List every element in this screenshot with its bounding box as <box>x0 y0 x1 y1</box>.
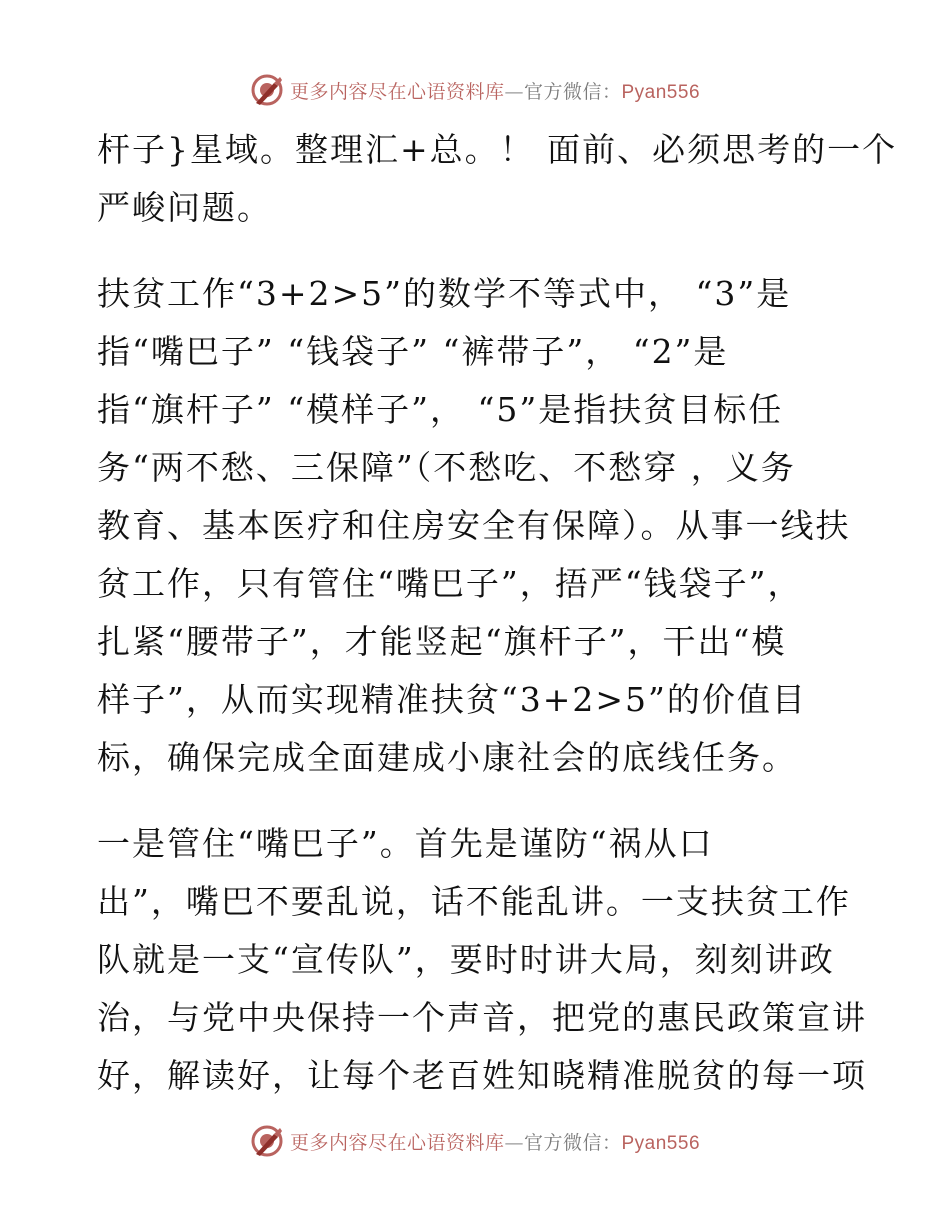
text-line: 务“两不愁、三保障”（不愁吃、不愁穿 ，义务 <box>97 448 796 487</box>
text-line: 扶贫工作“3+2>5”的数学不等式中， “3”是 <box>97 274 792 313</box>
pen-seal-logo-icon <box>250 1124 284 1158</box>
text-line: 指“旗杆子” “模样子”， “5”是指扶贫目标任 <box>97 390 784 429</box>
text-line: 标，确保完成全面建成小康社会的底线任务。 <box>97 738 797 777</box>
text-line: 样子”，从而实现精准扶贫“3+2>5”的价值目 <box>97 680 807 719</box>
header-banner <box>0 70 950 110</box>
header-banner-text <box>290 77 700 104</box>
header-banner-main: 更多内容尽在心语资料库 <box>289 80 505 103</box>
text-line: 教育、基本医疗和住房安全有保障）。从事一线扶 <box>97 506 851 545</box>
footer-banner <box>0 1121 950 1161</box>
text-line: 一是管住“嘴巴子”。首先是谨防“祸从口 <box>97 824 714 863</box>
header-banner-dash: — <box>504 80 524 103</box>
footer-banner-account: Pyan556 <box>621 1132 701 1154</box>
paragraph-1 <box>97 121 898 237</box>
text-line: 严峻问题。 <box>97 188 272 227</box>
pen-seal-logo-icon <box>250 73 284 107</box>
header-banner-wechat-label: 官方微信： <box>523 80 622 103</box>
text-line: 贫工作，只有管住“嘴巴子”，捂严“钱袋子”， <box>97 564 803 603</box>
paragraph-spacer <box>97 237 857 265</box>
text-line: 治，与党中央保持一个声音，把党的惠民政策宣讲 <box>97 998 867 1037</box>
header-banner-account: Pyan556 <box>621 81 701 103</box>
paragraph-2 <box>97 265 857 787</box>
paragraph-3 <box>97 815 867 1105</box>
text-line: 好，解读好，让每个老百姓知晓精准脱贫的每一项 <box>97 1056 867 1095</box>
footer-banner-dash: — <box>504 1131 524 1154</box>
text-line: 队就是一支“宣传队”，要时时讲大局，刻刻讲政 <box>97 940 835 979</box>
text-line: 杆子}星域。整理汇+总。！ 面前、必须思考的一个 <box>97 130 898 169</box>
text-line: 扎紧“腰带子”，才能竖起“旗杆子”，干出“模 <box>97 622 787 661</box>
text-line: 指“嘴巴子” “钱袋子” “裤带子”， “2”是 <box>97 332 729 371</box>
text-line: 出”，嘴巴不要乱说，话不能乱讲。一支扶贫工作 <box>97 882 851 921</box>
header-banner-inner <box>250 73 700 107</box>
document-body <box>97 121 898 1105</box>
footer-banner-inner <box>250 1124 700 1158</box>
paragraph-spacer <box>97 787 857 815</box>
footer-banner-main: 更多内容尽在心语资料库 <box>289 1131 505 1154</box>
footer-banner-wechat-label: 官方微信： <box>523 1131 622 1154</box>
footer-banner-text <box>290 1128 700 1155</box>
